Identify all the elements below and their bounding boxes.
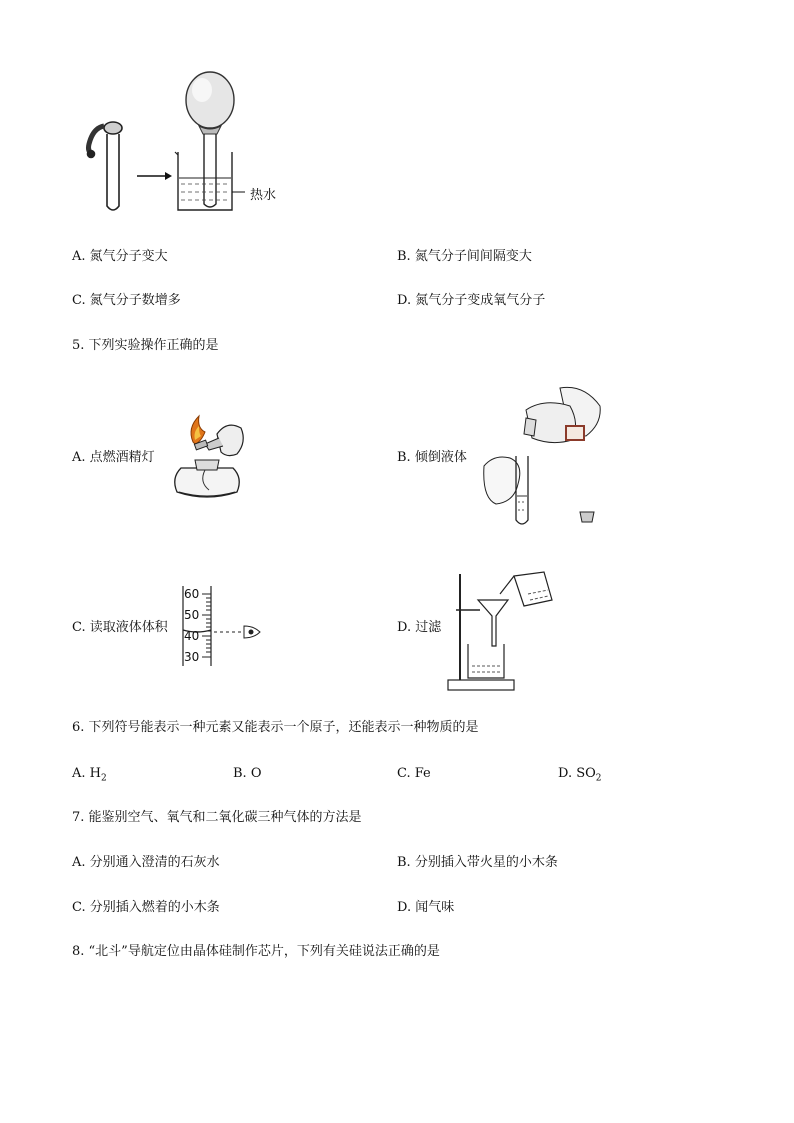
q5-option-c: C. 读取液体体积 — [72, 620, 168, 635]
q7-option-c: C. 分别插入燃着的小木条 — [72, 900, 220, 915]
q4-option-b: B. 氮气分子间间隔变大 — [397, 249, 532, 264]
q7-option-b: B. 分别插入带火星的小木条 — [397, 855, 558, 870]
test-tube-icon — [88, 122, 123, 210]
q6-stem: 6. 下列符号能表示一种元素又能表示一个原子，还能表示一种物质的是 — [72, 720, 479, 735]
filtration-icon — [444, 568, 556, 694]
alcohol-lamp-icon — [165, 412, 249, 504]
arrow-icon — [137, 172, 172, 180]
q6-option-d: D. $SO_2$ — [558, 766, 602, 784]
q5-stem: 5. 下列实验操作正确的是 — [72, 338, 219, 353]
q7-option-a: A. 分别通入澄清的石灰水 — [72, 855, 220, 870]
cylinder-tick-30: 30 — [184, 650, 200, 664]
q8-stem: 8. “北斗”导航定位由晶体硅制作芯片，下列有关硅说法正确的是 — [72, 944, 440, 959]
q5-option-a: A. 点燃酒精灯 — [72, 450, 155, 465]
q4-option-a: A. 氮气分子变大 — [72, 249, 168, 264]
q6-option-a: A. $H_2$ — [72, 766, 107, 784]
cylinder-tick-50: 50 — [184, 608, 200, 622]
pouring-liquid-icon — [474, 384, 608, 532]
hot-water-label: 热水 — [250, 188, 277, 203]
q4-option-c: C. 氮气分子数增多 — [72, 293, 181, 308]
q6-option-c: C. Fe — [397, 766, 431, 781]
q7-option-d: D. 闻气味 — [397, 900, 455, 915]
beaker-with-balloon-icon — [175, 72, 245, 210]
q7-stem: 7. 能鉴别空气、氧气和二氧化碳三种气体的方法是 — [72, 810, 362, 825]
q6-option-b: B. O — [233, 766, 262, 781]
q5-option-d: D. 过滤 — [397, 620, 442, 635]
cylinder-tick-40: 40 — [184, 629, 200, 643]
cylinder-tick-60: 60 — [184, 587, 200, 601]
q4-option-d: D. 氮气分子变成氧气分子 — [397, 293, 546, 308]
q5-option-b: B. 倾倒液体 — [397, 450, 467, 465]
